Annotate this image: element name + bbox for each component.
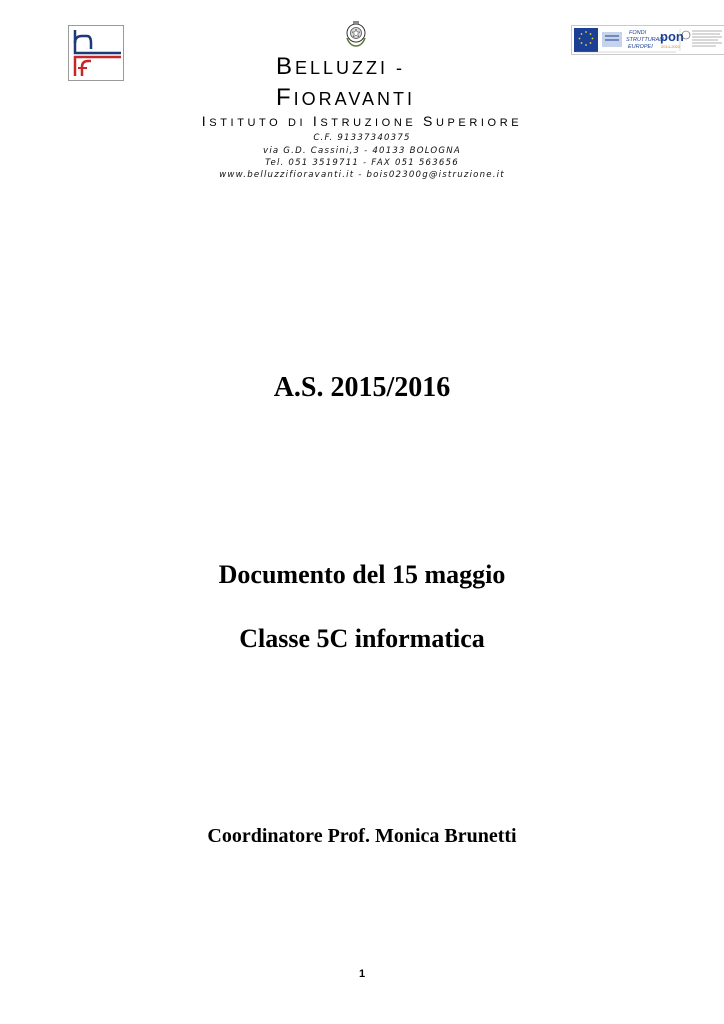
coordinator-line: Coordinatore Prof. Monica Brunetti: [207, 825, 517, 847]
school-name-rest-1: ELLUZZI -: [295, 58, 406, 78]
school-name-line-2: [276, 84, 415, 112]
school-name-initial-b: B: [276, 53, 296, 80]
institute-word-2: DI: [288, 117, 307, 129]
pon-fondi-text: FONDI: [629, 30, 647, 36]
pon-logo-text: pon: [660, 29, 684, 44]
pon-strutturali-text: STRUTTURALI: [626, 37, 664, 43]
institute-word-4-rest: UPERIORE: [435, 117, 523, 129]
website-email: www.belluzzifioravanti.it - bois02300g@istruzione.it: [219, 170, 505, 180]
institute-word-1-initial: I: [201, 113, 210, 129]
class-title: Classe 5C informatica: [239, 624, 485, 653]
school-logo: [68, 25, 124, 81]
page-number: 1: [358, 968, 366, 980]
institute-word-1-rest: STITUTO: [209, 117, 282, 129]
pon-eu-funds-banner: [571, 25, 724, 55]
institute-word-3-rest: STRUZIONE: [320, 117, 417, 129]
phone-fax: Tel. 051 3519711 - FAX 051 563656: [265, 158, 459, 168]
document-title: Documento del 15 maggio: [218, 560, 506, 589]
school-year-title: A.S. 2015/2016: [273, 372, 451, 403]
school-name-rest-2: IORAVANTI: [293, 89, 416, 109]
pon-years-text: 2014-2020: [661, 44, 681, 49]
school-name-line-1: [276, 53, 405, 81]
institute-word-3-initial: I: [312, 113, 321, 129]
institute-type: [0, 113, 724, 129]
bf-logo-mark: [69, 26, 123, 80]
school-name-initial-f: F: [276, 84, 294, 111]
school-address: via G.D. Cassini,3 - 40133 BOLOGNA: [263, 146, 461, 156]
italian-republic-emblem-icon: [344, 20, 368, 48]
institute-word-4-initial: S: [422, 113, 436, 129]
pon-europei-text: EUROPEI: [628, 44, 653, 50]
tax-code: C.F. 91337340375: [313, 133, 411, 143]
